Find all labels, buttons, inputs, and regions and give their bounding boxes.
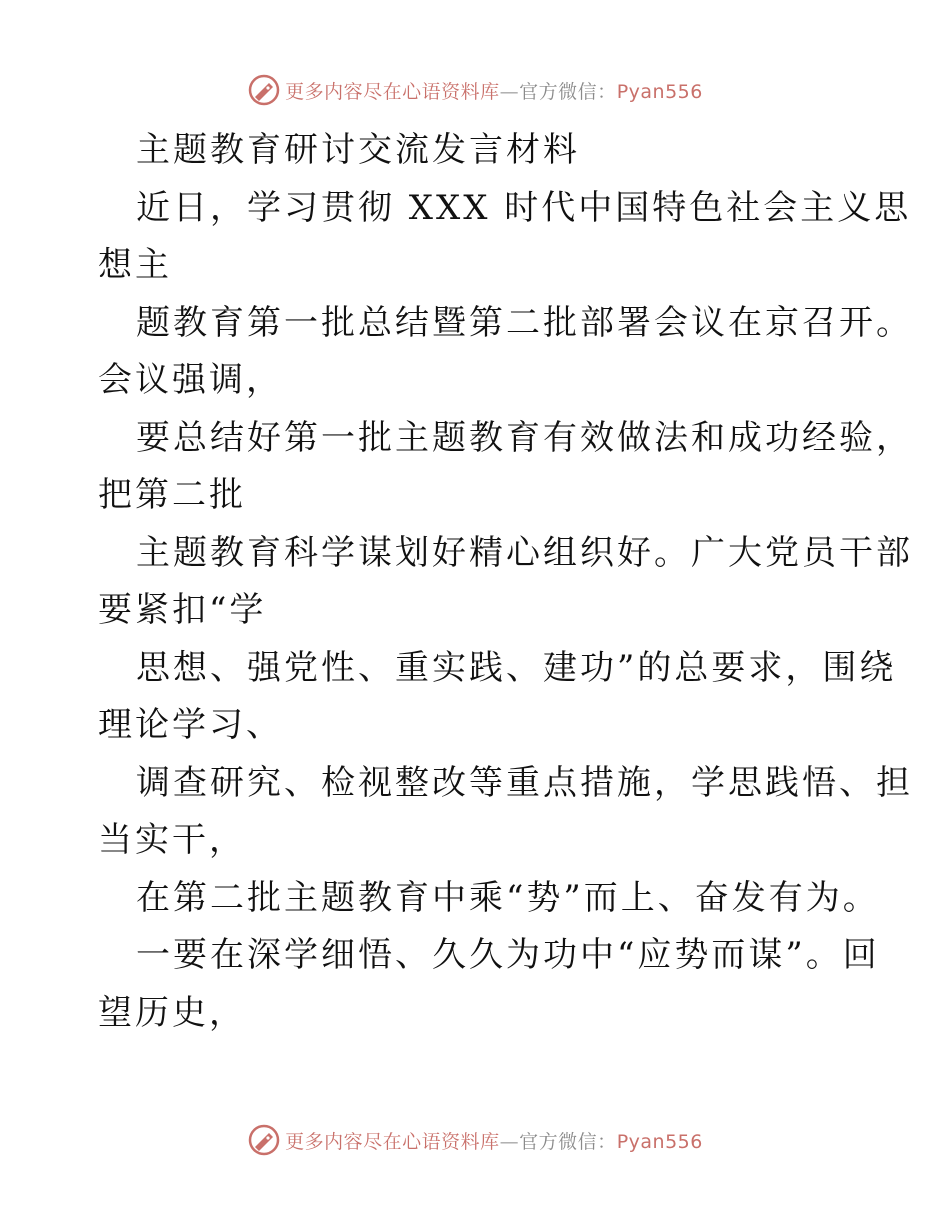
footer-wechat-id: Pyan556 (616, 1130, 703, 1153)
text-line: 调查研究、检视整改等重点措施，学思践悟、担 (136, 762, 913, 803)
text-line: 理论学习、 (98, 705, 283, 745)
text-line: 把第二批 (98, 475, 246, 515)
text-line: 近日，学习贯彻 XXX 时代中国特色社会主义思 (136, 187, 912, 228)
text-line: 要紧扣“学 (98, 590, 267, 630)
header-brand-text: 更多内容尽在心语资料库 (285, 80, 500, 103)
footer-text (285, 1127, 703, 1154)
document-body (98, 122, 913, 1042)
header-text (285, 77, 703, 104)
footer-banner (0, 1120, 950, 1160)
text-line: 会议强调， (98, 360, 283, 400)
pen-nib-logo-icon (247, 1123, 281, 1157)
text-line: 当实干， (98, 820, 246, 860)
footer-separator: — (499, 1130, 520, 1153)
header-wechat-id: Pyan556 (616, 80, 703, 103)
text-line: 要总结好第一批主题教育有效做法和成功经验， (136, 417, 913, 458)
footer-brand-text: 更多内容尽在心语资料库 (285, 1130, 500, 1153)
text-line: 想主 (98, 245, 172, 285)
text-line: 思想、强党性、重实践、建功”的总要求，围绕 (136, 647, 897, 688)
header-separator: — (499, 80, 520, 103)
text-line: 在第二批主题教育中乘“势”而上、奋发有为。 (136, 877, 880, 918)
pen-nib-logo-icon (247, 73, 281, 107)
header-banner (0, 70, 950, 110)
text-line: 望历史， (98, 992, 246, 1033)
text-line: 主题教育研讨交流发言材料 (136, 130, 580, 170)
header-wechat-label: 官方微信： (519, 80, 617, 103)
text-line: 主题教育科学谋划好精心组织好。广大党员干部 (136, 532, 913, 573)
text-line: 题教育第一批总结暨第二批部署会议在京召开。 (136, 302, 913, 343)
footer-wechat-label: 官方微信： (519, 1130, 617, 1153)
text-line: 一要在深学细悟、久久为功中“应势而谋”。回 (136, 935, 880, 975)
